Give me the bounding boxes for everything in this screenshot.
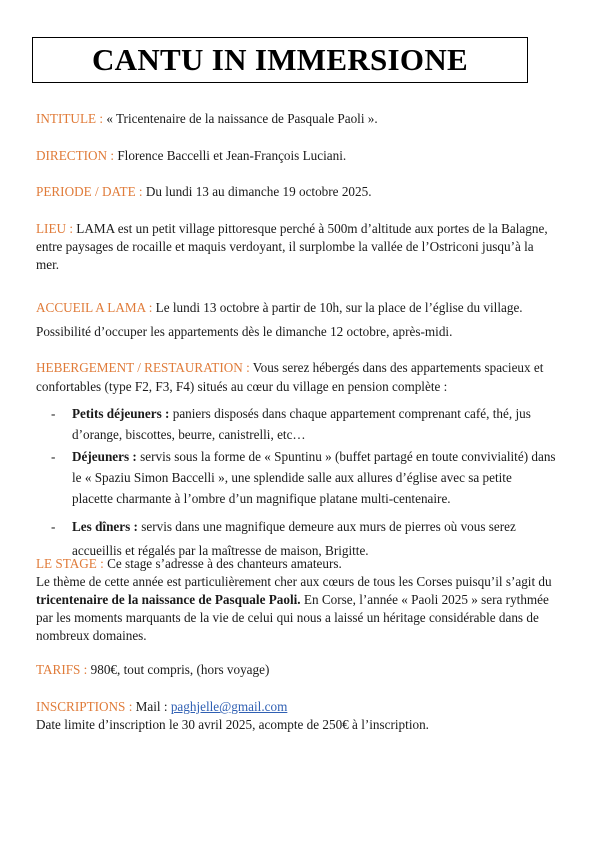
- periode-text: Du lundi 13 au dimanche 19 octobre 2025.: [142, 184, 372, 199]
- periode-label: PERIODE / DATE :: [36, 184, 143, 199]
- accueil-text: Le lundi 13 octobre à partir de 10h, sur la place de l’église du village.: [152, 300, 523, 315]
- title-box: [32, 37, 528, 83]
- hebergement-text: Vous serez hébergés dans des appartements spacieux et confortables (type F2, F3, F4) situés au cœur du village en pension complète :: [36, 360, 544, 394]
- bullet-dash: -: [51, 449, 56, 464]
- item-heading: Les dîners :: [72, 519, 138, 534]
- stage-section: [36, 555, 556, 645]
- lieu-label: LIEU :: [36, 221, 73, 236]
- tarifs-label: TARIFS :: [36, 662, 88, 677]
- page-title: CANTU IN IMMERSIONE: [91, 42, 468, 77]
- item-heading: Déjeuners :: [72, 449, 137, 464]
- hebergement-label: HEBERGEMENT / RESTAURATION :: [36, 360, 250, 375]
- stage-label: LE STAGE :: [36, 556, 104, 571]
- inscriptions-section: [36, 698, 556, 734]
- list-item-breakfast: [36, 403, 556, 445]
- accueil-paragraph: [36, 296, 556, 344]
- accueil-label: ACCUEIL A LAMA :: [36, 300, 153, 315]
- inscriptions-text-2: Date limite d’inscription le 30 avril 2025, acompte de 250€ à l’inscription.: [36, 717, 429, 732]
- stage-text-a: Le thème de cette année est particulièrement cher aux cœurs de tous les Corses puisqu’il s’agit du: [36, 574, 552, 589]
- accueil-text-2: Possibilité d’occuper les appartements dès le dimanche 12 octobre, après-midi.: [36, 324, 453, 339]
- intitule-label: INTITULE :: [36, 111, 104, 126]
- email-link[interactable]: paghjelle@gmail.com: [170, 699, 288, 714]
- item-text: servis sous la forme de « Spuntinu » (buffet partagé en toute convivialité) dans le « Spaziu Simon Baccelli », une splendide salle aux allures d’église avec sa petite placette charmante à l’ombre d’un magnifique platane multi-centenaire.: [72, 449, 556, 506]
- intitule-line: [36, 110, 556, 128]
- lieu-paragraph: [36, 220, 556, 274]
- lieu-text: LAMA est un petit village pittoresque perché à 500m d’altitude aux portes de la Balagne, entre paysages de rocaille et maquis verdoyant, il surplombe la vallée de l’Ostriconi jusqu’à la mer.: [36, 221, 548, 272]
- direction-label: DIRECTION :: [36, 148, 115, 163]
- bullet-dash: -: [51, 519, 56, 534]
- stage-text: Ce stage s’adresse à des chanteurs amateurs.: [103, 556, 342, 571]
- inscriptions-label: INSCRIPTIONS :: [36, 699, 133, 714]
- stage-text-b: En Corse, l’année « Paoli 2025 » sera rythmée par les moments marquants de la vie de celui qui nous a laissé un héritage considérable dans de nombreux domaines.: [36, 592, 549, 643]
- hebergement-section: [36, 358, 556, 563]
- item-text: paniers disposés dans chaque appartement comprenant café, thé, jus d’orange, biscottes, beurre, canistrelli, etc…: [72, 406, 531, 442]
- item-text: servis dans une magnifique demeure aux murs de pierres où vous serez accueillis et régalés par la maîtresse de maison, Brigitte.: [72, 519, 516, 558]
- periode-line: [36, 183, 556, 201]
- meals-list: [36, 403, 556, 563]
- direction-line: [36, 147, 556, 165]
- bullet-dash: -: [51, 406, 56, 421]
- tarifs-text: 980€, tout compris, (hors voyage): [87, 662, 270, 677]
- tarifs-line: [36, 661, 556, 679]
- stage-bold-text: tricentenaire de la naissance de Pasquale Paoli.: [36, 592, 301, 607]
- item-heading: Petits déjeuners :: [72, 406, 170, 421]
- direction-text: Florence Baccelli et Jean-François Luciani.: [114, 148, 347, 163]
- intitule-text: « Tricentenaire de la naissance de Pasquale Paoli ».: [103, 111, 378, 126]
- stage-paragraph-2: [36, 573, 556, 645]
- list-item-lunch: [36, 446, 556, 509]
- mail-label: Mail :: [132, 699, 171, 714]
